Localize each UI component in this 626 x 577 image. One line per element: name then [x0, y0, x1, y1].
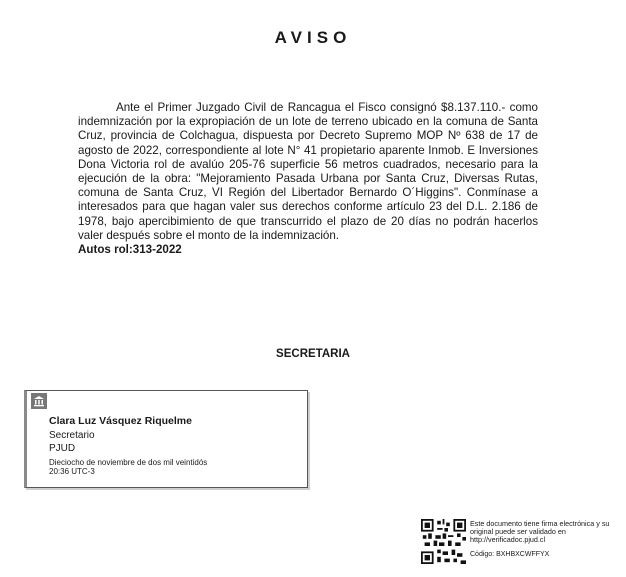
qr-code-icon: [421, 519, 466, 564]
document-title: AVISO: [274, 28, 352, 47]
signature-details: [49, 415, 207, 476]
signer-organization: PJUD: [49, 443, 76, 454]
notice-paragraph: Ante el Primer Juzgado Civil de Rancagua el Fisco consignó $8.137.110.- como indemnización por la expropiación de un lote de terreno ubicado en la comuna de Santa Cruz, provincia de Colchagua, dispuesta por Decreto Supremo MOP Nº 638 de 17 de agosto de 2022, correspondiente al lote N° 41 propietario aparente Inmob. E Inversiones Dona Victoria rol de avalúo 205-76 superficie 56 metros cuadrados, necesario para la ejecución de la obra: "Mejoramiento Pasada Urbana por Santa Cruz, Diversas Rutas, comuna de Santa Cruz, VI Región del Libertador Bernardo O´Higgins". Conmínase a interesados para que hagan valer sus derechos conforme artículo 23 del D.L. 2.186 de 1978, bajo apercibimiento de que transcurrido el plazo de 20 días no podrán hacerlos valer después sobre el monto de la indemnización.: [78, 101, 538, 242]
verification-code: Código: BXHBXCWFFYX: [470, 550, 550, 558]
electronic-signature-box: [24, 390, 308, 488]
verification-note: [470, 520, 622, 559]
secretaria-heading: SECRETARIA: [276, 348, 350, 360]
signer-role: Secretario: [49, 430, 95, 441]
signature-date-line: Dieciocho de noviembre de dos mil veintidós: [49, 458, 208, 467]
signature-time-line: 20:36 UTC-3: [49, 467, 95, 476]
notice-body: [78, 101, 538, 257]
verification-text: Este documento tiene firma electrónica y su original puede ser validado en http://verificadoc.pjud.cl: [470, 519, 610, 545]
case-number: Autos rol:313-2022: [78, 243, 182, 257]
signer-name: Clara Luz Vásquez Riquelme: [49, 415, 192, 427]
court-building-icon: [31, 393, 47, 409]
signature-date: [49, 458, 207, 476]
